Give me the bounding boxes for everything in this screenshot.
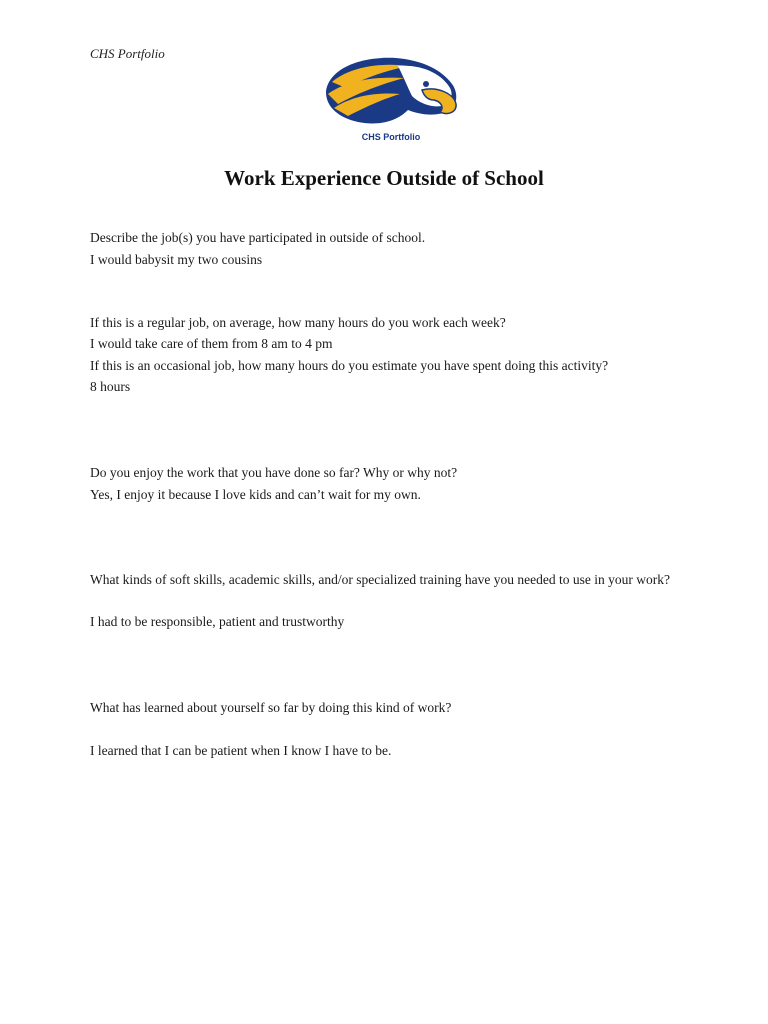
answer-5: I had to be responsible, patient and trustworthy: [90, 614, 345, 629]
answer-6: I learned that I can be patient when I know I have to be.: [90, 743, 392, 758]
answer-1: I would babysit my two cousins: [90, 252, 263, 267]
header-label: CHS Portfolio: [90, 46, 165, 61]
question-6: What has learned about yourself so far by doing this kind of work?: [90, 700, 452, 715]
question-3: If this is an occasional job, how many hours do you estimate you have spent doing this activity?: [90, 358, 609, 373]
question-4: Do you enjoy the work that you have done so far? Why or why not?: [90, 465, 458, 480]
answer-4: Yes, I enjoy it because I love kids and can’t wait for my own.: [90, 487, 421, 502]
question-2: If this is a regular job, on average, how many hours do you work each week?: [90, 315, 506, 330]
answer-2: I would take care of them from 8 am to 4 pm: [90, 336, 333, 351]
question-5: What kinds of soft skills, academic skills, and/or specialized training have you needed to use in your work?: [90, 572, 670, 587]
page-title: Work Experience Outside of School: [224, 166, 544, 190]
answer-3: 8 hours: [90, 379, 131, 394]
question-1: Describe the job(s) you have participated in outside of school.: [90, 230, 426, 245]
logo-caption: [318, 126, 464, 146]
logo-caption-text: CHS Portfolio: [361, 132, 421, 142]
